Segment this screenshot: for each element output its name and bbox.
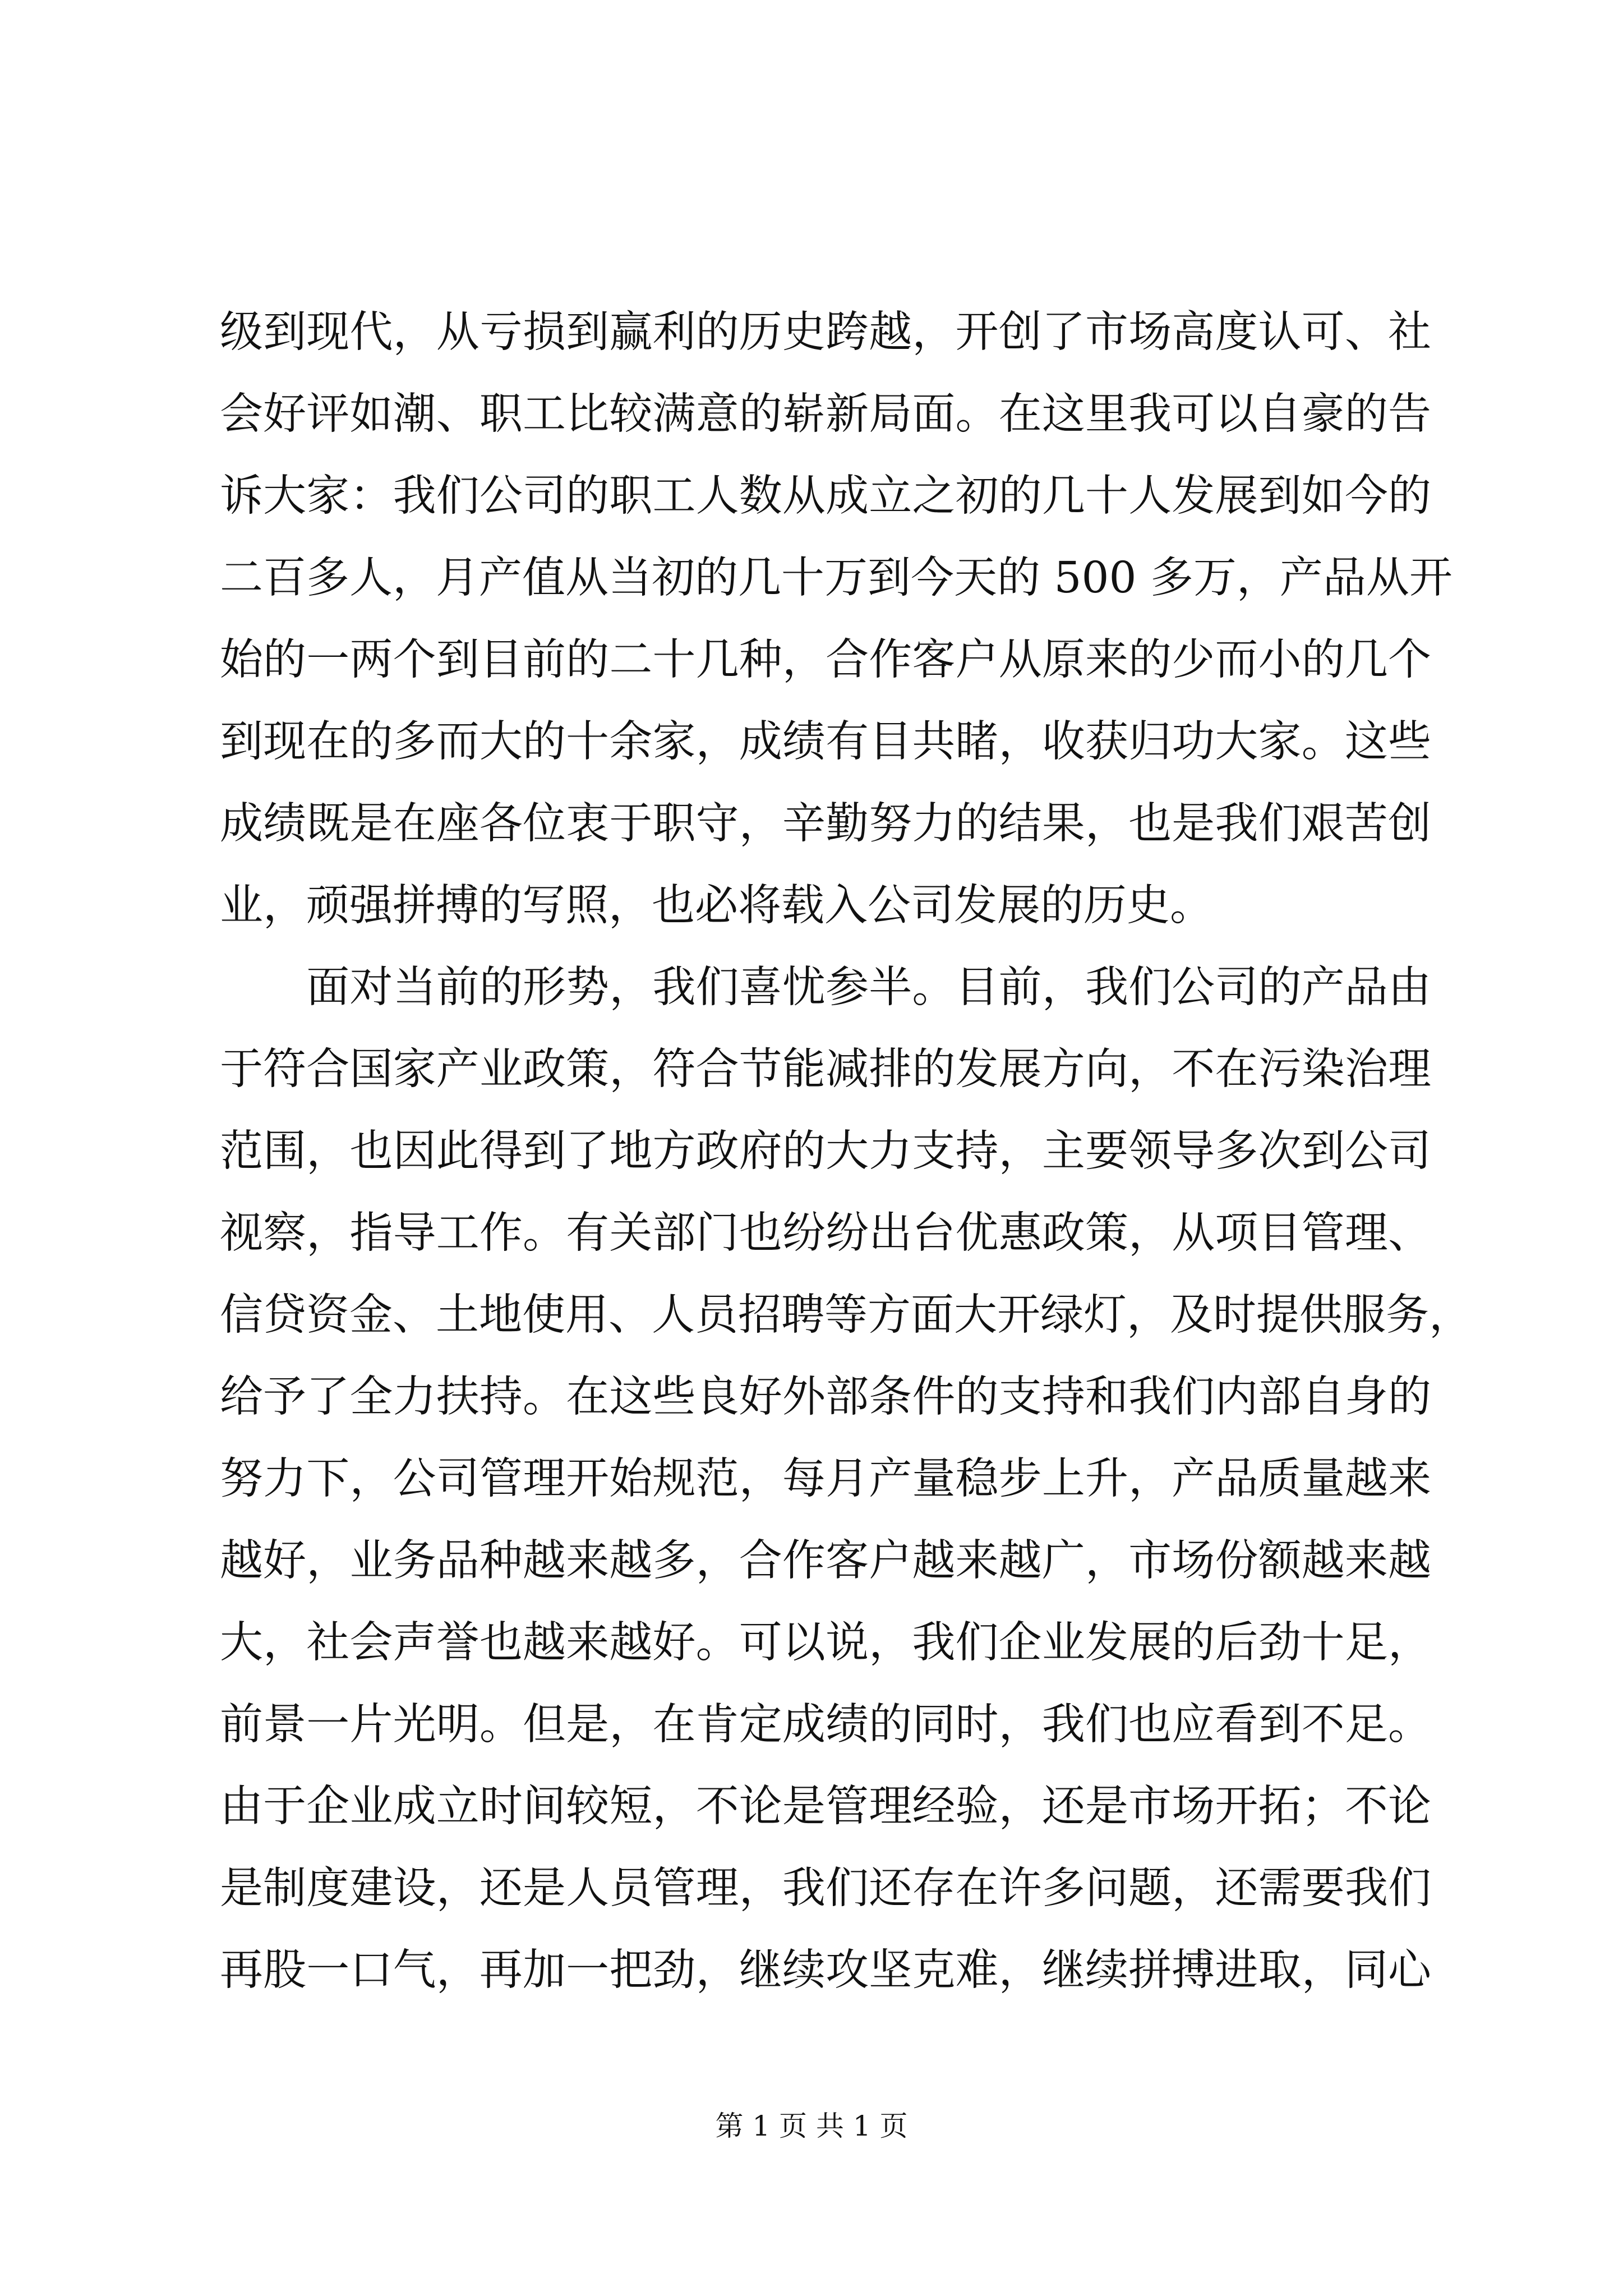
text-line: 前景一片光明。但是，在肯定成绩的同时，我们也应看到不足。: [220, 1700, 1431, 1750]
text-line: 面对当前的形势，我们喜忧参半。目前，我们公司的产品由: [220, 963, 1431, 1013]
text-line: 越好，业务品种越来越多，合作客户越来越广，市场份额越来越: [220, 1536, 1431, 1586]
text-line: 会好评如潮、职工比较满意的崭新局面。在这里我可以自豪的告: [220, 389, 1431, 439]
text-line: 给予了全力扶持。在这些良好外部条件的支持和我们内部自身的: [220, 1372, 1431, 1422]
text-line: 范围，也因此得到了地方政府的大力支持，主要领导多次到公司: [220, 1126, 1431, 1176]
text-line: 努力下，公司管理开始规范，每月产量稳步上升，产品质量越来: [220, 1454, 1431, 1504]
text-line: 由于企业成立时间较短，不论是管理经验，还是市场开拓；不论: [220, 1782, 1431, 1832]
text-line: 始的一两个到目前的二十几种，合作客户从原来的少而小的几个: [220, 635, 1431, 685]
text-line: 再股一口气，再加一把劲，继续攻坚克难，继续拼搏进取，同心: [220, 1945, 1431, 1995]
text-line: 二百多人，月产值从当初的几十万到今天的 500 多万，产品从开: [220, 553, 1453, 603]
text-line: 视察，指导工作。有关部门也纷纷出台优惠政策，从项目管理、: [220, 1208, 1431, 1258]
text-line: 大，社会声誉也越来越好。可以说，我们企业发展的后劲十足，: [220, 1618, 1431, 1668]
page-footer: 第 1 页 共 1 页: [715, 2110, 908, 2142]
text-line: 信贷资金、土地使用、人员招聘等方面大开绿灯，及时提供服务，: [220, 1290, 1472, 1340]
text-line: 是制度建设，还是人员管理，我们还存在许多问题，还需要我们: [220, 1864, 1431, 1913]
text-line: 诉大家：我们公司的职工人数从成立之初的几十人发展到如今的: [220, 471, 1431, 521]
text-line: 于符合国家产业政策，符合节能减排的发展方向，不在污染治理: [220, 1045, 1431, 1094]
text-line: 业，顽强拼搏的写照，也必将载入公司发展的历史。: [220, 881, 1213, 931]
text-line: 级到现代，从亏损到赢利的历史跨越，开创了市场高度认可、社: [220, 307, 1431, 357]
text-line: 到现在的多而大的十余家，成绩有目共睹，收获归功大家。这些: [220, 717, 1431, 767]
body-text: [220, 292, 1472, 2012]
text-line: 成绩既是在座各位衷于职守，辛勤努力的结果，也是我们艰苦创: [220, 799, 1431, 849]
